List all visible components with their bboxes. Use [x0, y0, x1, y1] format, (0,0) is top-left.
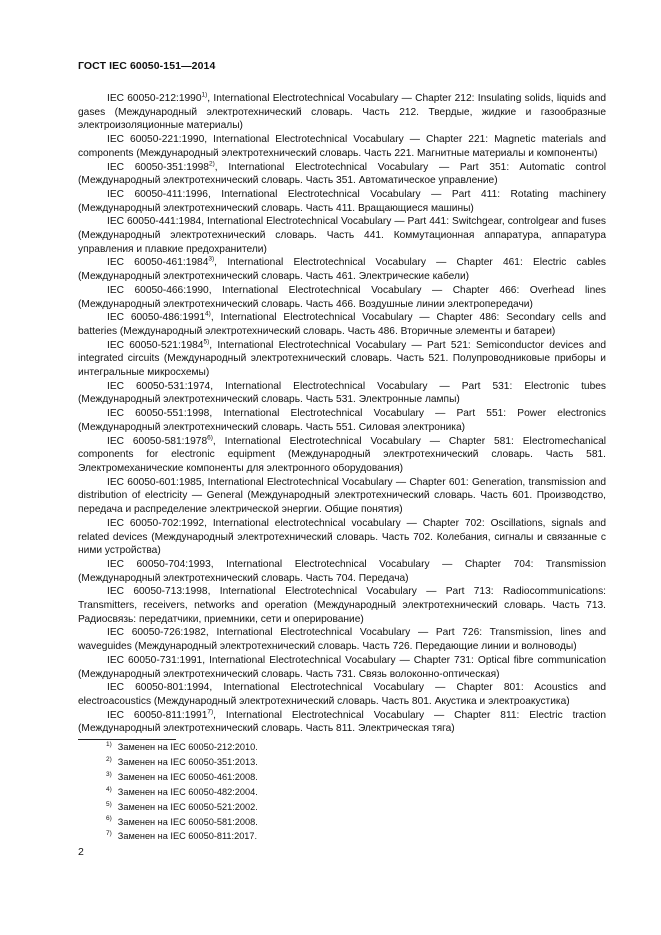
footnote-item: [106, 785, 258, 800]
footnote-item: [106, 770, 258, 785]
references-list: [78, 92, 606, 736]
reference-item: [78, 558, 606, 585]
reference-text: , International Electrotechnical Vocabulary — Chapter 601: Generation, transmission and distribution of electricity — General (Международный электротехнический словарь. Часть 601. Производство, передача и распределение электрической энергии. Общие понятия): [78, 476, 607, 516]
reference-code: IEC 60050-601:1985: [107, 476, 202, 488]
page-number: 2: [78, 846, 84, 858]
reference-item: [78, 188, 606, 215]
reference-item: [78, 215, 606, 256]
reference-code: IEC 60050-811:1991: [107, 709, 208, 721]
reference-code: IEC 60050-726:1982: [107, 627, 206, 639]
footnote-item: [106, 755, 258, 770]
reference-code: IEC 60050-521:1984: [107, 339, 204, 351]
footnote-mark: 5): [106, 800, 112, 808]
reference-text: , International Electrotechnical Vocabulary — Chapter 581: Electromechanical components for electronic equipment (Международный электротехнический словарь. Часть 581. Электромеханические компоненты для электронного оборудования): [78, 435, 606, 474]
reference-text: , International Electrotechnical Vocabulary — Part 726: Transmission, lines and waveguides (Международный электротехнический словарь. Часть 726. Передающие линии и волноводы): [78, 627, 606, 653]
reference-item: [78, 654, 606, 681]
reference-code: IEC 60050-466:1990: [107, 284, 209, 296]
reference-item: [78, 407, 606, 434]
reference-code: IEC 60050-461:1984: [107, 257, 209, 269]
reference-code: IEC 60050-351:1998: [107, 161, 209, 173]
footnote-text: Заменен на IEC 60050-461:2008.: [117, 771, 258, 782]
document-header: ГОСТ IEC 60050-151—2014: [78, 60, 216, 72]
reference-text: , International Electrotechnical Vocabulary — Part 531: Electronic tubes (Международный электротехнический словарь. Часть 531. Электронные лампы): [78, 380, 607, 406]
reference-item: [78, 133, 606, 160]
reference-item: [78, 626, 606, 653]
reference-code: IEC 60050-551:1998: [107, 408, 210, 420]
reference-item: [78, 92, 606, 133]
reference-code: IEC 60050-221:1990: [107, 134, 205, 146]
footnote-mark: 2): [106, 755, 112, 763]
reference-code: IEC 60050-704:1993: [107, 558, 211, 570]
reference-code: IEC 60050-702:1992: [107, 517, 205, 529]
footnote-mark: 7): [106, 830, 112, 838]
reference-item: [78, 256, 606, 283]
reference-item: [78, 709, 606, 736]
footnote-ref: 7): [207, 708, 214, 716]
footnote-ref: 4): [205, 310, 211, 318]
footnote-text: Заменен на IEC 60050-811:2017.: [117, 831, 258, 842]
footnote-ref: 1): [201, 91, 208, 99]
reference-text: , International Electrotechnical Vocabulary — Chapter 486: Secondary cells and batteries (Международный электротехнический словарь. Часть 486. Вторичные элементы и батареи): [78, 312, 606, 337]
footnote-mark: 4): [106, 785, 112, 793]
reference-text: , International Electrotechnical Vocabulary — Part 521: Semiconductor devices and integrated circuits (Международный электротехнический словарь. Часть 521. Полупроводниковые приборы и интегральные микросхемы): [78, 339, 606, 379]
reference-item: [78, 380, 606, 407]
footnote-mark: 3): [106, 770, 112, 778]
footnote-mark: 1): [106, 740, 112, 748]
reference-text: , International Electrotechnical Vocabulary — Chapter 731: Optical fibre communication (Международный электротехнический словарь. Часть 731. Связь волоконно-оптическая): [78, 654, 606, 680]
footnote-ref: 2): [208, 160, 215, 168]
reference-code: IEC 60050-212:1990: [107, 93, 202, 104]
reference-item: [78, 339, 606, 380]
footnote-ref: 6): [207, 434, 213, 442]
reference-text: , International Electrotechnical Vocabulary — Chapter 461: Electric cables (Международный электротехнический словарь. Часть 461. Электрические кабели): [78, 257, 607, 283]
reference-item: [78, 284, 606, 311]
reference-text: , International Electrotechnical Vocabulary — Part 551: Power electronics (Международный электротехнический словарь. Часть 551. Силовая электроника): [78, 408, 606, 433]
reference-item: [78, 161, 606, 188]
footnote-text: Заменен на IEC 60050-581:2008.: [117, 816, 258, 827]
footnote-item: [106, 800, 258, 815]
reference-text: , International Electrotechnical Vocabulary — Chapter 811: Electric traction (Международный электротехнический словарь. Часть 811. Электрическая тяга): [78, 709, 606, 735]
reference-code: IEC 60050-713:1998: [107, 586, 208, 598]
reference-item: [78, 476, 606, 517]
footnote-text: Заменен на IEC 60050-482:2004.: [117, 786, 258, 797]
footnote-text: Заменен на IEC 60050-521:2002.: [117, 801, 258, 812]
reference-code: IEC 60050-731:1991: [107, 654, 203, 666]
footnote-text: Заменен на IEC 60050-212:2010.: [117, 742, 258, 752]
reference-text: , International Electrotechnical Vocabulary — Chapter 212: Insulating solids, liquids and gases (Международный электротехнический словарь. Часть 212. Твердые, жидкие и газообразные электроизоляционные материалы): [78, 93, 606, 132]
reference-item: [78, 517, 606, 558]
reference-text: , International Electrotechnical Vocabulary — Part 441: Switchgear, controlgear and fuses (Международный электротехнический словарь. Часть 441. Коммутационная аппаратура, аппаратура управления и плавкие предохранители): [78, 216, 606, 255]
reference-code: IEC 60050-581:1978: [107, 435, 208, 447]
reference-code: IEC 60050-531:1974: [107, 380, 211, 392]
reference-text: , International Electrotechnical Vocabulary — Chapter 221: Magnetic materials and components (Международный электротехнический словарь. Часть 221. Магнитные материалы и компоненты): [78, 134, 606, 159]
reference-code: IEC 60050-801:1994: [107, 682, 210, 694]
reference-text: , International Electrotechnical Vocabulary — Part 411: Rotating machinery (Международный электротехнический словарь. Часть 411. Вращающиеся машины): [78, 188, 606, 214]
reference-item: [78, 435, 606, 476]
reference-code: IEC 60050-441:1984: [107, 216, 202, 228]
footnote-item: [106, 829, 258, 844]
reference-item: [78, 585, 606, 626]
footnote-text: Заменен на IEC 60050-351:2013.: [117, 756, 258, 767]
reference-text: , International Electrotechnical Vocabulary — Chapter 704: Transmission (Международный электротехнический словарь. Часть 704. Передача): [78, 558, 606, 584]
reference-item: [78, 311, 606, 338]
reference-text: , International Electrotechnical Vocabulary — Chapter 466: Overhead lines (Международный электротехнический словарь. Часть 466. Воздушные линии электропередачи): [78, 284, 606, 310]
reference-text: , International Electrotechnical Vocabulary — Part 713: Radiocommunications: Transmitters, receivers, networks and operation (Международный электротехнический словарь. Часть 713. Радиосвязь: передатчики, приемники, сети и оперирование): [78, 586, 606, 625]
footnote-ref: 3): [208, 256, 215, 264]
reference-code: IEC 60050-411:1996: [107, 188, 208, 200]
footnote-mark: 6): [106, 815, 112, 823]
reference-text: , International electrotechnical vocabulary — Chapter 702: Oscillations, signals and related devices (Международный электротехнический словарь. Часть 702. Колебания, сигналы и связанные с ними устройства): [78, 517, 606, 557]
footnotes: [106, 740, 258, 844]
reference-text: , International Electrotechnical Vocabulary — Chapter 801: Acoustics and electroacoustics (Международный электротехнический словарь. Часть 801. Акустика и электроакустика): [78, 682, 606, 707]
footnote-item: [106, 815, 258, 830]
footnote-ref: 5): [203, 338, 210, 346]
reference-code: IEC 60050-486:1991: [107, 312, 206, 324]
reference-text: , International Electrotechnical Vocabulary — Part 351: Automatic control (Международный электротехнический словарь. Часть 351. Автоматическое управление): [78, 161, 606, 187]
footnote-item: [106, 740, 258, 755]
reference-item: [78, 681, 606, 708]
